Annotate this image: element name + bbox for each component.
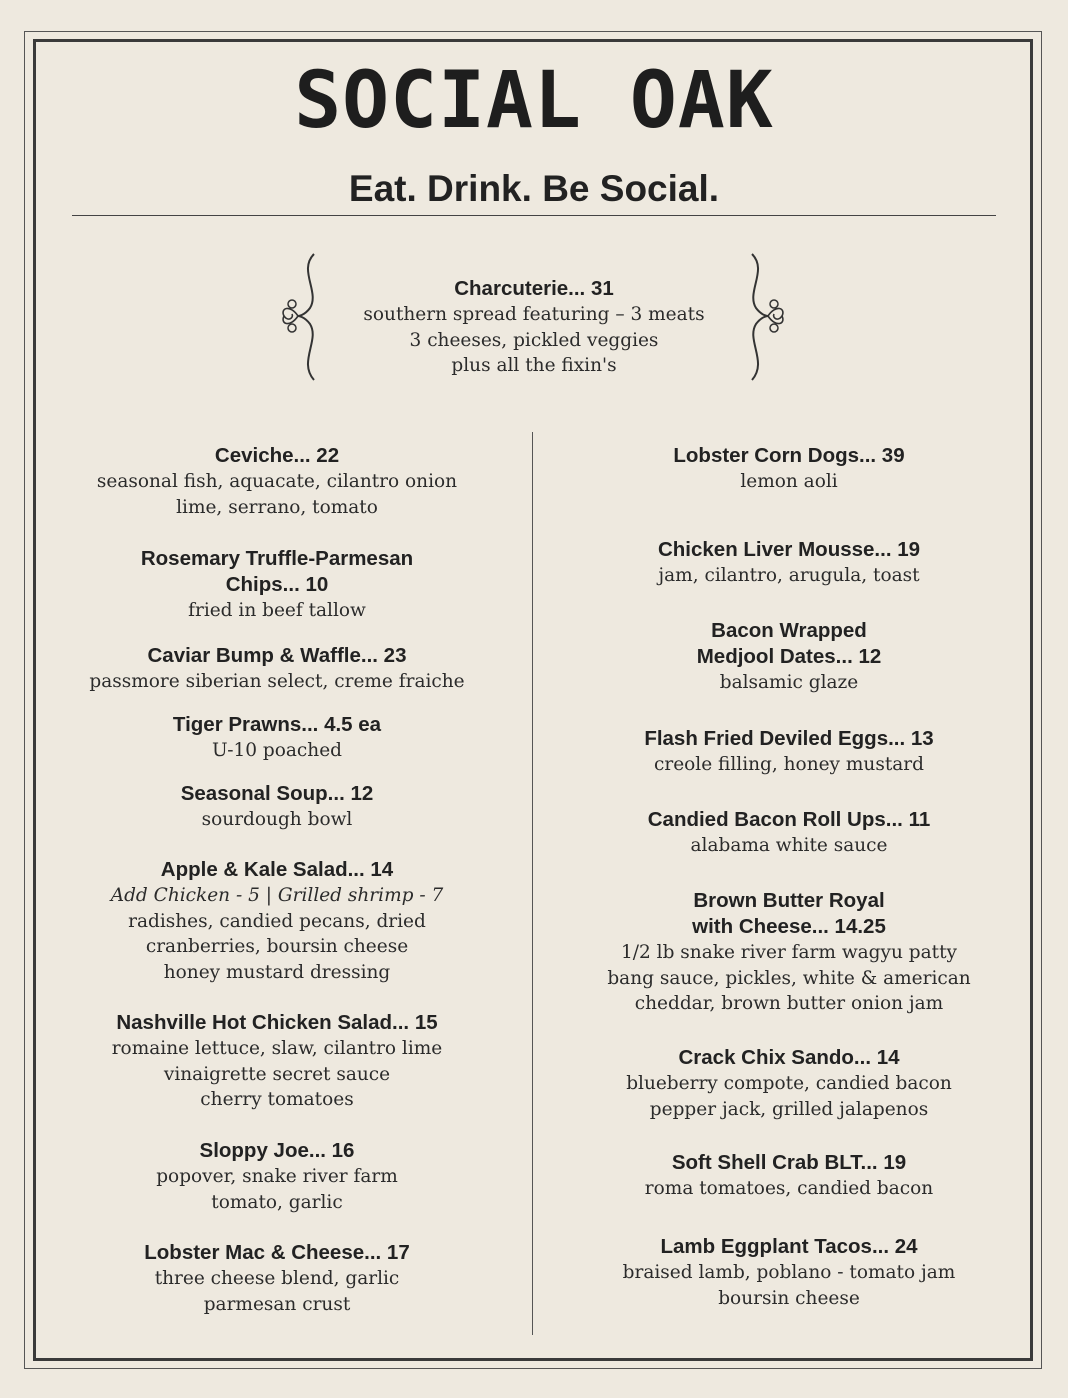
menu-item-name: Nashville Hot Chicken Salad... 15 (116, 1011, 438, 1034)
menu-item-name: Sloppy Joe... 16 (199, 1139, 355, 1162)
column-divider (532, 432, 533, 1335)
menu-item-name: Soft Shell Crab BLT... 19 (671, 1151, 907, 1174)
menu-item-description: three cheese blend, garlic parmesan crust (154, 1268, 400, 1315)
menu-item-description: radishes, candied pecans, dried cranberries, boursin cheese honey mustard dressing (128, 910, 426, 983)
header-divider (72, 215, 996, 216)
scroll-ornament-right-icon (744, 252, 790, 382)
restaurant-logo-text: SOCIAL OAK (294, 56, 774, 146)
menu-item (57, 712, 497, 764)
menu-item-description: passmore siberian select, creme fraiche (89, 671, 465, 692)
menu-item-description: seasonal fish, aquacate, cilantro onion lime, serrano, tomato (96, 471, 458, 518)
menu-item-name: Lobster Corn Dogs... 39 (673, 444, 905, 467)
menu-item (57, 443, 497, 520)
menu-item-name: Caviar Bump & Waffle... 23 (147, 644, 407, 667)
menu-item-name: Crack Chix Sando... 14 (678, 1046, 900, 1069)
menu-item-name: Chicken Liver Mousse... 19 (657, 538, 921, 561)
menu-item-name: Seasonal Soup... 12 (180, 782, 374, 805)
menu-item (57, 1138, 497, 1215)
menu-item-description: creole filling, honey mustard (654, 754, 924, 775)
menu-item-description: U-10 poached (211, 740, 342, 761)
menu-item-name: Charcuterie... 31 (454, 277, 614, 300)
menu-item (569, 1045, 1009, 1122)
menu-item (569, 726, 1009, 778)
featured-item-charcuterie (334, 276, 734, 379)
menu-item-description: roma tomatoes, candied bacon (644, 1178, 934, 1199)
menu-item (569, 888, 1009, 1017)
menu-item (57, 546, 497, 624)
menu-item-name: Bacon Wrapped Medjool Dates... 12 (696, 619, 882, 668)
scroll-ornament-left-icon (276, 252, 322, 382)
menu-item-description: southern spread featuring – 3 meats 3 cheeses, pickled veggies plus all the fixin's (363, 304, 705, 376)
menu-item (57, 643, 497, 695)
menu-item-description: blueberry compote, candied bacon pepper jack, grilled jalapenos (626, 1073, 952, 1120)
menu-item-name: Rosemary Truffle-Parmesan Chips... 10 (140, 547, 414, 596)
tagline: Eat. Drink. Be Social. (348, 168, 720, 209)
menu-item-name: Flash Fried Deviled Eggs... 13 (644, 727, 934, 750)
menu-item (569, 537, 1009, 589)
menu-item-name: Lobster Mac & Cheese... 17 (144, 1241, 410, 1264)
menu-item-description: 1/2 lb snake river farm wagyu patty bang sauce, pickles, white & american cheddar, brown butter onion jam (607, 942, 971, 1014)
menu-item-name: Apple & Kale Salad... 14 (160, 858, 394, 881)
menu-item-name: Brown Butter Royal with Cheese... 14.25 (692, 889, 886, 938)
menu-item-name: Candied Bacon Roll Ups... 11 (647, 808, 931, 831)
menu-item-description: popover, snake river farm tomato, garlic (156, 1166, 398, 1213)
menu-item-description: lemon aoli (740, 471, 838, 492)
menu-item-description: braised lamb, poblano - tomato jam boursin cheese (622, 1262, 956, 1309)
menu-item-description: fried in beef tallow (188, 600, 366, 621)
menu-item (569, 807, 1009, 859)
menu-item (569, 443, 1009, 495)
menu-item-name: Ceviche... 22 (214, 444, 340, 467)
menu-item-description: romaine lettuce, slaw, cilantro lime vinaigrette secret sauce cherry tomatoes (111, 1038, 443, 1110)
menu-item (569, 1150, 1009, 1202)
menu-item-description: sourdough bowl (201, 809, 353, 830)
menu-item (569, 1234, 1009, 1311)
menu-item-description: alabama white sauce (690, 835, 888, 856)
menu-item (57, 1010, 497, 1113)
menu-item-addons: Add Chicken - 5 | Grilled shrimp - 7 (110, 885, 444, 906)
menu-item-description: balsamic glaze (719, 672, 859, 693)
menu-item-name: Tiger Prawns... 4.5 ea (172, 713, 382, 736)
menu-item (57, 857, 497, 985)
menu-item-description: jam, cilantro, arugula, toast (658, 565, 920, 586)
menu-item-name: Lamb Eggplant Tacos... 24 (660, 1235, 918, 1258)
menu-item (57, 781, 497, 833)
menu-item (569, 618, 1009, 696)
menu-item (57, 1240, 497, 1317)
